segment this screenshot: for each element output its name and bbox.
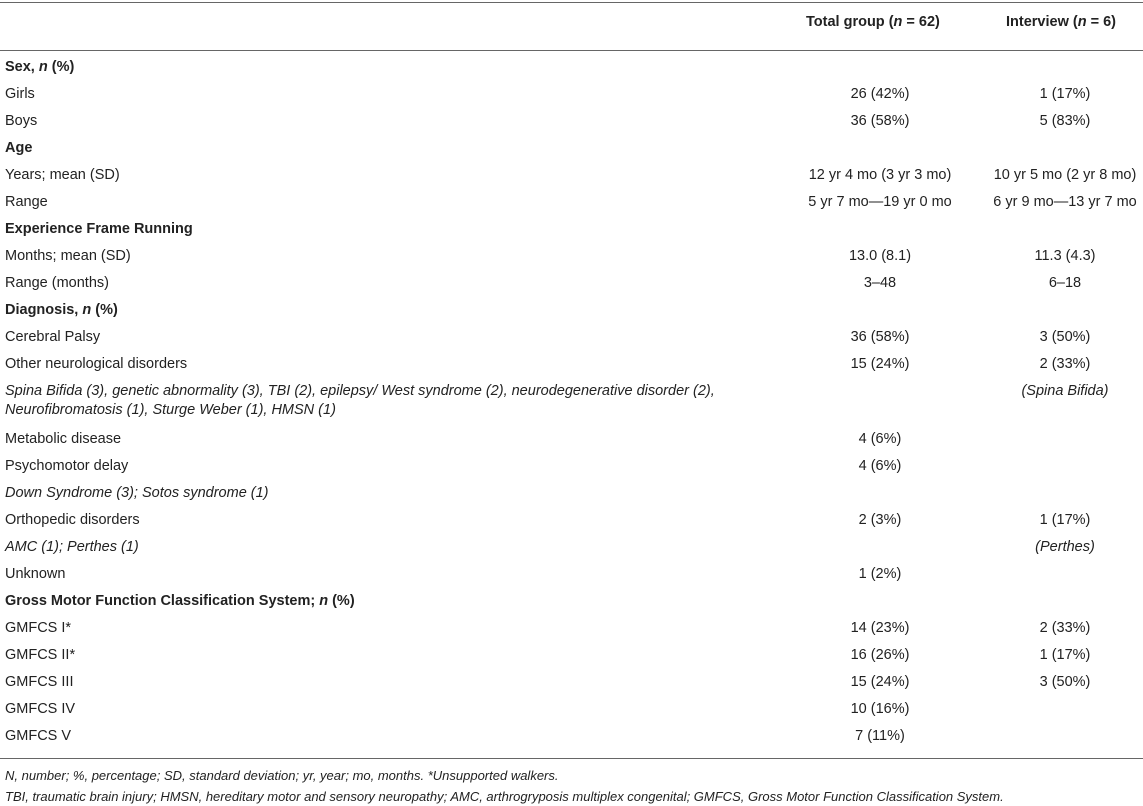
row-label-text: Age — [5, 140, 33, 156]
row-label — [5, 539, 139, 555]
section-header-row — [0, 299, 1143, 326]
total-group-value: 3–48 — [863, 275, 897, 291]
row-label-text: Psychomotor delay — [5, 458, 129, 474]
table-row — [0, 245, 1143, 272]
header-total-group — [806, 14, 940, 30]
table-row — [0, 617, 1143, 644]
table-row — [0, 536, 1143, 563]
table-row — [0, 563, 1143, 590]
table-row — [0, 380, 1143, 418]
row-label — [5, 113, 37, 129]
interview-value: (Spina Bifida) — [1021, 383, 1109, 399]
total-group-value: 2 (3%) — [858, 512, 902, 528]
row-label-tail: (%) — [91, 302, 118, 318]
row-label-text: Range (months) — [5, 275, 109, 291]
row-label — [5, 356, 187, 372]
row-label-text: Other neurological disorders — [5, 356, 188, 372]
row-label — [5, 431, 121, 447]
row-label — [5, 167, 120, 183]
row-label — [5, 140, 32, 156]
row-label — [5, 593, 355, 609]
total-group-value: 26 (42%) — [850, 86, 910, 102]
interview-value: 2 (33%) — [1039, 620, 1091, 636]
row-label-n: n — [38, 59, 48, 75]
row-label — [5, 512, 140, 528]
row-label-n: n — [82, 302, 92, 318]
footnote-definitions: TBI, traumatic brain injury; HMSN, hereditary motor and sensory neuropathy; AMC, arthrogryposis multiplex congenital; GMFCS, Gross Motor Function Classification System. — [5, 789, 1004, 804]
row-label — [5, 221, 193, 237]
table-row — [0, 644, 1143, 671]
total-group-value: 13.0 (8.1) — [848, 248, 912, 264]
interview-value: 6–18 — [1048, 275, 1082, 291]
header-rule — [0, 50, 1143, 51]
row-label-text: GMFCS IV — [5, 701, 76, 717]
row-label-text: Spina Bifida (3), genetic abnormality (3), TBI (2), epilepsy/ West syndrome (2), neurodegenerative disorder (2), — [5, 383, 715, 399]
row-label — [5, 674, 73, 690]
row-label — [5, 302, 118, 318]
interview-value: 1 (17%) — [1039, 647, 1091, 663]
interview-value: 2 (33%) — [1039, 356, 1091, 372]
header-interview-prefix: Interview ( — [1006, 14, 1078, 30]
row-label-text: Sex, — [5, 59, 39, 75]
row-label-line2: Neurofibromatosis (1), Sturge Weber (1), HMSN (1) — [5, 402, 336, 418]
total-group-value: 12 yr 4 mo (3 yr 3 mo) — [808, 167, 952, 183]
interview-value: 6 yr 9 mo—13 yr 7 mo — [993, 194, 1137, 210]
row-label — [5, 485, 269, 501]
row-label — [5, 620, 71, 636]
section-header-row — [0, 218, 1143, 245]
total-group-value: 10 (16%) — [850, 701, 910, 717]
section-header-row — [0, 590, 1143, 617]
row-label — [5, 728, 71, 744]
table-row — [0, 353, 1143, 380]
row-label-text: GMFCS V — [5, 728, 72, 744]
table-row — [0, 698, 1143, 725]
row-label-text: GMFCS III — [5, 674, 74, 690]
row-label-text: GMFCS I* — [5, 620, 72, 636]
total-group-value: 4 (6%) — [858, 431, 902, 447]
header-total-suffix: = 62) — [902, 14, 940, 30]
row-label — [5, 647, 75, 663]
row-label — [5, 701, 75, 717]
table-row — [0, 455, 1143, 482]
table-row — [0, 509, 1143, 536]
section-header-row — [0, 137, 1143, 164]
row-label-text: Gross Motor Function Classification System; — [5, 593, 320, 609]
row-label — [5, 383, 715, 418]
header-total-n: n — [893, 14, 903, 30]
row-label-tail: (%) — [328, 593, 355, 609]
table-row — [0, 326, 1143, 353]
table-row — [0, 164, 1143, 191]
total-group-value: 7 (11%) — [855, 728, 905, 744]
interview-value: 11.3 (4.3) — [1034, 248, 1096, 264]
row-label-text: Unknown — [5, 566, 66, 582]
row-label — [5, 566, 65, 582]
row-label-text: Experience Frame Running — [5, 221, 193, 237]
row-label-text: Range — [5, 194, 48, 210]
row-label — [5, 458, 128, 474]
row-label-text: Metabolic disease — [5, 431, 122, 447]
table-row — [0, 191, 1143, 218]
total-group-value: 16 (26%) — [850, 647, 910, 663]
row-label — [5, 248, 131, 264]
row-label-text: Years; mean (SD) — [5, 167, 120, 183]
header-interview-n: n — [1077, 14, 1087, 30]
table-row — [0, 272, 1143, 299]
table-row — [0, 110, 1143, 137]
row-label-text: Diagnosis, — [5, 302, 83, 318]
total-group-value: 1 (2%) — [858, 566, 902, 582]
row-label-text: Orthopedic disorders — [5, 512, 140, 528]
row-label-text: Down Syndrome (3); Sotos syndrome (1) — [5, 485, 269, 501]
table-row — [0, 725, 1143, 752]
total-group-value: 36 (58%) — [850, 113, 910, 129]
interview-value: 3 (50%) — [1039, 674, 1091, 690]
row-label-text: AMC (1); Perthes (1) — [5, 539, 139, 555]
footnote-abbreviations: N, number; %, percentage; SD, standard deviation; yr, year; mo, months. *Unsupported walkers. — [5, 768, 559, 783]
row-label-tail: (%) — [47, 59, 75, 75]
table-row — [0, 671, 1143, 698]
table-row — [0, 428, 1143, 455]
interview-value: 3 (50%) — [1039, 329, 1091, 345]
row-label — [5, 59, 74, 75]
row-label — [5, 194, 48, 210]
row-label-text: Girls — [5, 86, 35, 102]
row-label-text: Boys — [5, 113, 38, 129]
row-label — [5, 329, 100, 345]
interview-value: 1 (17%) — [1039, 512, 1091, 528]
interview-value: 1 (17%) — [1039, 86, 1091, 102]
row-label-text: GMFCS II* — [5, 647, 76, 663]
bottom-rule — [0, 758, 1143, 759]
interview-value: (Perthes) — [1035, 539, 1095, 555]
interview-value: 5 (83%) — [1039, 113, 1091, 129]
section-header-row — [0, 56, 1143, 83]
row-label-text: Months; mean (SD) — [5, 248, 131, 264]
top-rule — [0, 2, 1143, 3]
header-interview — [1006, 14, 1116, 30]
row-label — [5, 275, 109, 291]
table-row — [0, 83, 1143, 110]
row-label — [5, 86, 35, 102]
total-group-value: 36 (58%) — [850, 329, 910, 345]
row-label-text: Cerebral Palsy — [5, 329, 101, 345]
total-group-value: 5 yr 7 mo—19 yr 0 mo — [808, 194, 952, 210]
header-total-prefix: Total group ( — [806, 14, 894, 30]
total-group-value: 14 (23%) — [850, 620, 910, 636]
interview-value: 10 yr 5 mo (2 yr 8 mo) — [993, 167, 1137, 183]
row-label-n: n — [319, 593, 329, 609]
total-group-value: 15 (24%) — [850, 356, 910, 372]
total-group-value: 15 (24%) — [850, 674, 910, 690]
total-group-value: 4 (6%) — [858, 458, 902, 474]
table-row — [0, 482, 1143, 509]
header-interview-suffix: = 6) — [1086, 14, 1116, 30]
